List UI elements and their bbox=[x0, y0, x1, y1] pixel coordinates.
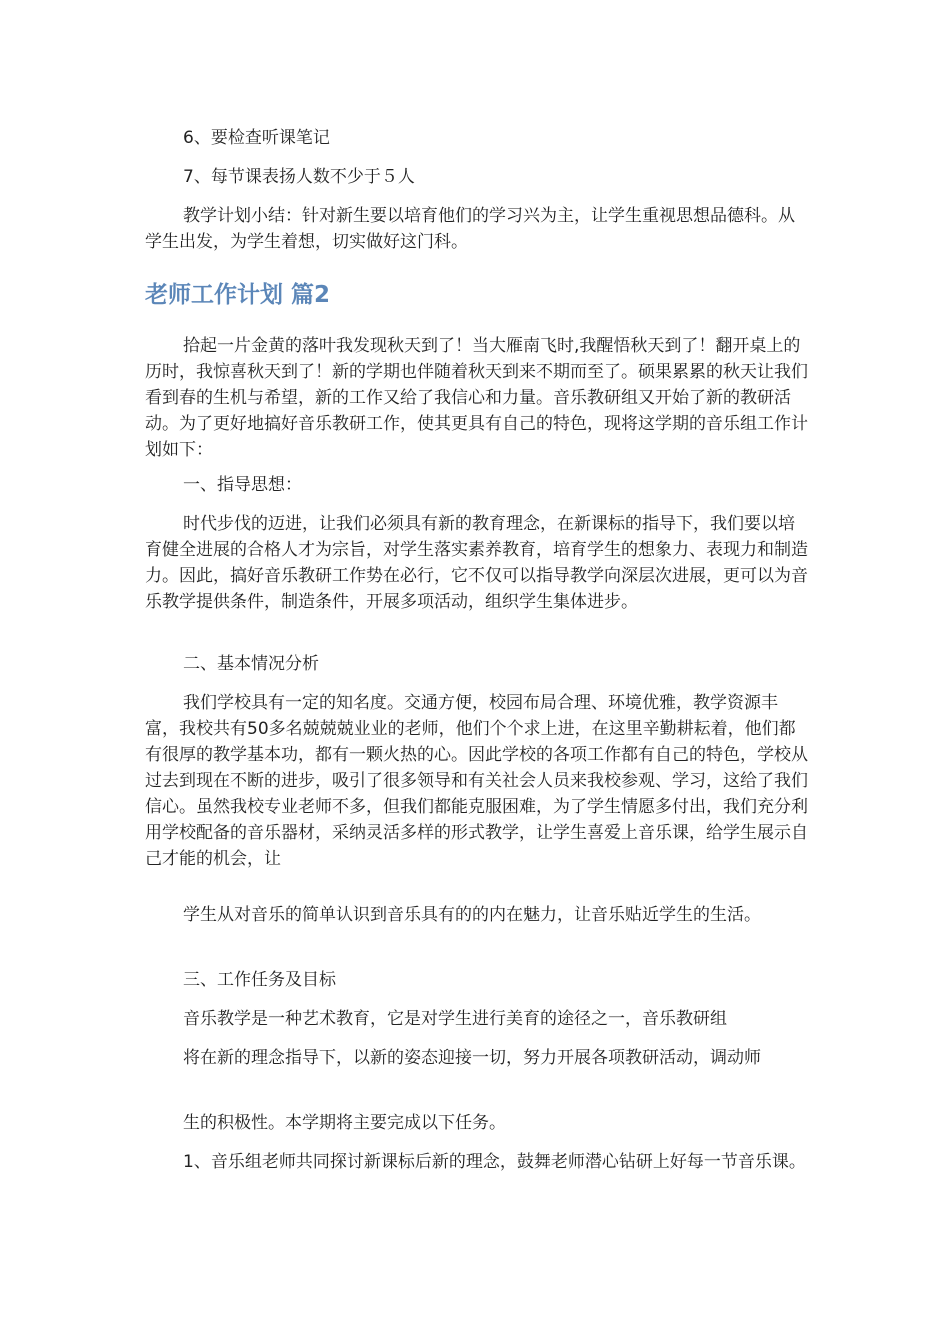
situation-analysis-continued: 学生从对音乐的简单认识到音乐具有的的内在魅力，让音乐贴近学生的生活。 bbox=[183, 905, 761, 925]
situation-analysis-paragraph: 我们学校具有一定的知名度。交通方便，校园布局合理、环境优雅，教学资源丰富，我校共有50多名兢兢兢业业的老师，他们个个求上进，在这里辛勤耕耘着，他们都有很厚的教学基本功，都有一颗火热的心。因此学校的各项工作都有自己的特色，学校从过去到现在不断的进步，吸引了很多领导和有关社会人员来我校参观、学习，这给了我们信心。虽然我校专业老师不多，但我们都能克服困难，为了学生情愿多付出，我们充分利用学校配备的音乐器材，采纳灵活多样的形式教学，让学生喜爱上音乐课，给学生展示自己才能的机会，让 bbox=[145, 693, 808, 869]
intro-paragraph: 拾起一片金黄的落叶我发现秋天到了！当大雁南飞时,我醒悟秋天到了！翻开桌上的历时，我惊喜秋天到了！新的学期也伴随着秋天到来不期而至了。硕果累累的秋天让我们看到春的生机与希望，新的工作又给了我信心和力量。音乐教研组又开始了新的教研活动。为了更好地搞好音乐教研工作，使其更具有自己的特色，现将这学期的音乐组工作计划如下： bbox=[145, 336, 808, 460]
subheading-situation-analysis: 二、基本情况分析 bbox=[183, 654, 319, 674]
list-item-praise-students: 7、每节课表扬人数不少于５人 bbox=[183, 167, 415, 187]
subheading-guiding-thought: 一、指导思想： bbox=[183, 475, 302, 495]
list-item-check-notes: 6、要检查听课笔记 bbox=[183, 128, 330, 148]
tasks-paragraph-line3: 生的积极性。本学期将主要完成以下任务。 bbox=[183, 1113, 506, 1133]
task-item-1: 1、音乐组老师共同探讨新课标后新的理念，鼓舞老师潜心钻研上好每一节音乐课。 bbox=[183, 1152, 806, 1172]
tasks-paragraph-line1: 音乐教学是一种艺术教育，它是对学生进行美育的途径之一，音乐教研组 bbox=[183, 1009, 727, 1029]
subheading-tasks-goals: 三、工作任务及目标 bbox=[183, 970, 336, 990]
tasks-paragraph-line2: 将在新的理念指导下，以新的姿态迎接一切，努力开展各项教研活动，调动师 bbox=[183, 1048, 761, 1068]
teaching-plan-summary: 教学计划小结：针对新生要以培育他们的学习兴为主，让学生重视思想品德科。从学生出发，为学生着想，切实做好这门科。 bbox=[145, 206, 795, 252]
guiding-thought-paragraph: 时代步伐的迈进，让我们必须具有新的教育理念，在新课标的指导下，我们要以培育健全进展的合格人才为宗旨，对学生落实素养教育，培育学生的想象力、表现力和制造力。因此，搞好音乐教研工作势在必行，它不仅可以指导教学向深层次进展，更可以为音乐教学提供条件，制造条件，开展多项活动，组织学生集体进步。 bbox=[145, 514, 808, 612]
section-heading: 老师工作计划 篇2 bbox=[145, 282, 331, 308]
